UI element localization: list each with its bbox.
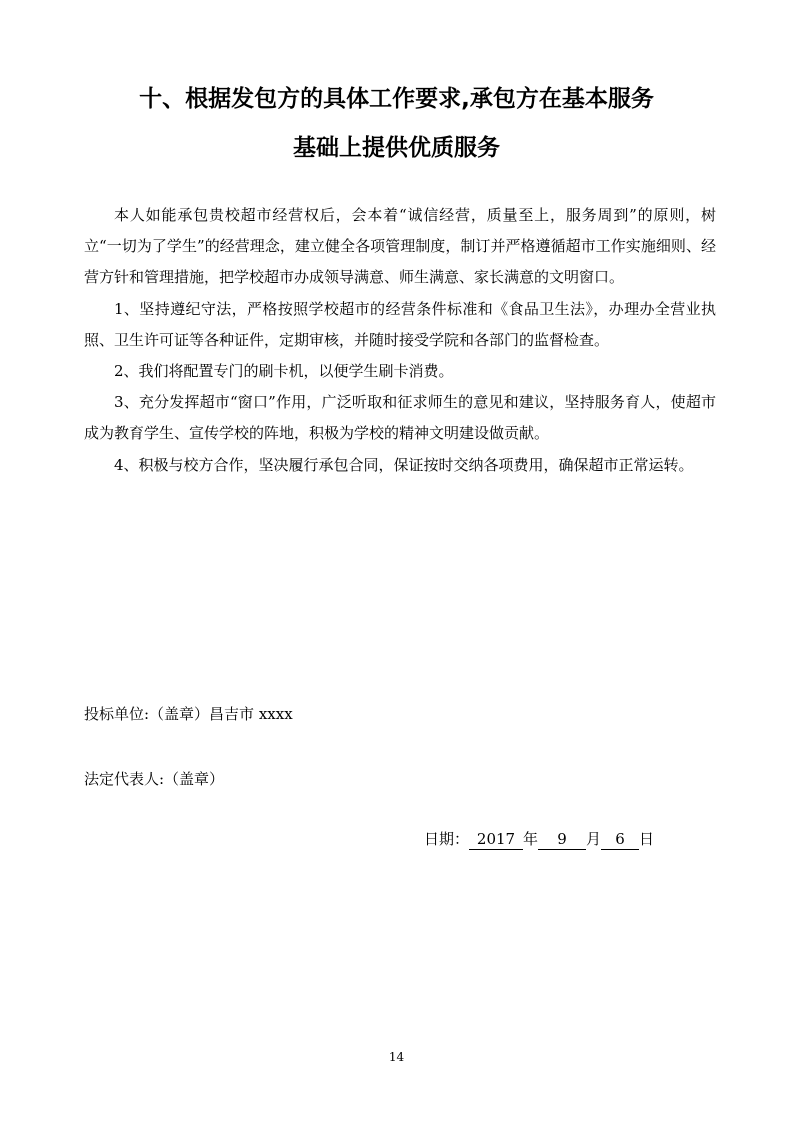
list-item-1: 1、坚持遵纪守法，严格按照学校超市的经营条件标准和《食品卫生法》，办理办全营业执照、卫生许可证等各种证件，定期审核，并随时接受学院和各部门的监督检查。 [84,299,716,349]
date-line [424,828,654,850]
document-title-line-2: 基础上提供优质服务 [293,135,500,161]
date-year: 2017 [469,829,523,850]
bidder-unit-line: 投标单位:（盖章）昌吉市 xxxx [84,705,293,723]
date-month-unit: 月 [586,830,602,848]
list-item-2: 2、我们将配置专门的刷卡机，以便学生刷卡消费。 [114,362,454,381]
page-number: 14 [388,1050,405,1064]
date-month: 9 [538,829,586,850]
legal-representative-line: 法定代表人:（盖章） [84,770,225,788]
intro-paragraph: 本人如能承包贵校超市经营权后，会本着“诚信经营，质量至上，服务周到”的原则，树立“一切为了学生”的经营理念，建立健全各项管理制度，制订并严格遵循超市工作实施细则、经营方针和管理措施，把学校超市办成领导满意、师生满意、家长满意的文明窗口。 [84,206,716,287]
document-title-line-1: 十、根据发包方的具体工作要求,承包方在基本服务 [139,86,654,112]
list-item-3: 3、充分发挥超市“窗口”作用，广泛听取和征求师生的意见和建议，坚持服务育人，使超市成为教育学生、宣传学校的阵地，积极为学校的精神文明建设做贡献。 [84,393,716,443]
date-year-unit: 年 [523,830,539,848]
date-day: 6 [601,829,639,850]
body-text [84,200,716,481]
list-item-4: 4、积极与校方合作，坚决履行承包合同，保证按时交纳各项费用，确保超市正常运转。 [114,455,694,474]
date-label: 日期： [424,830,470,848]
date-day-unit: 日 [639,830,655,848]
